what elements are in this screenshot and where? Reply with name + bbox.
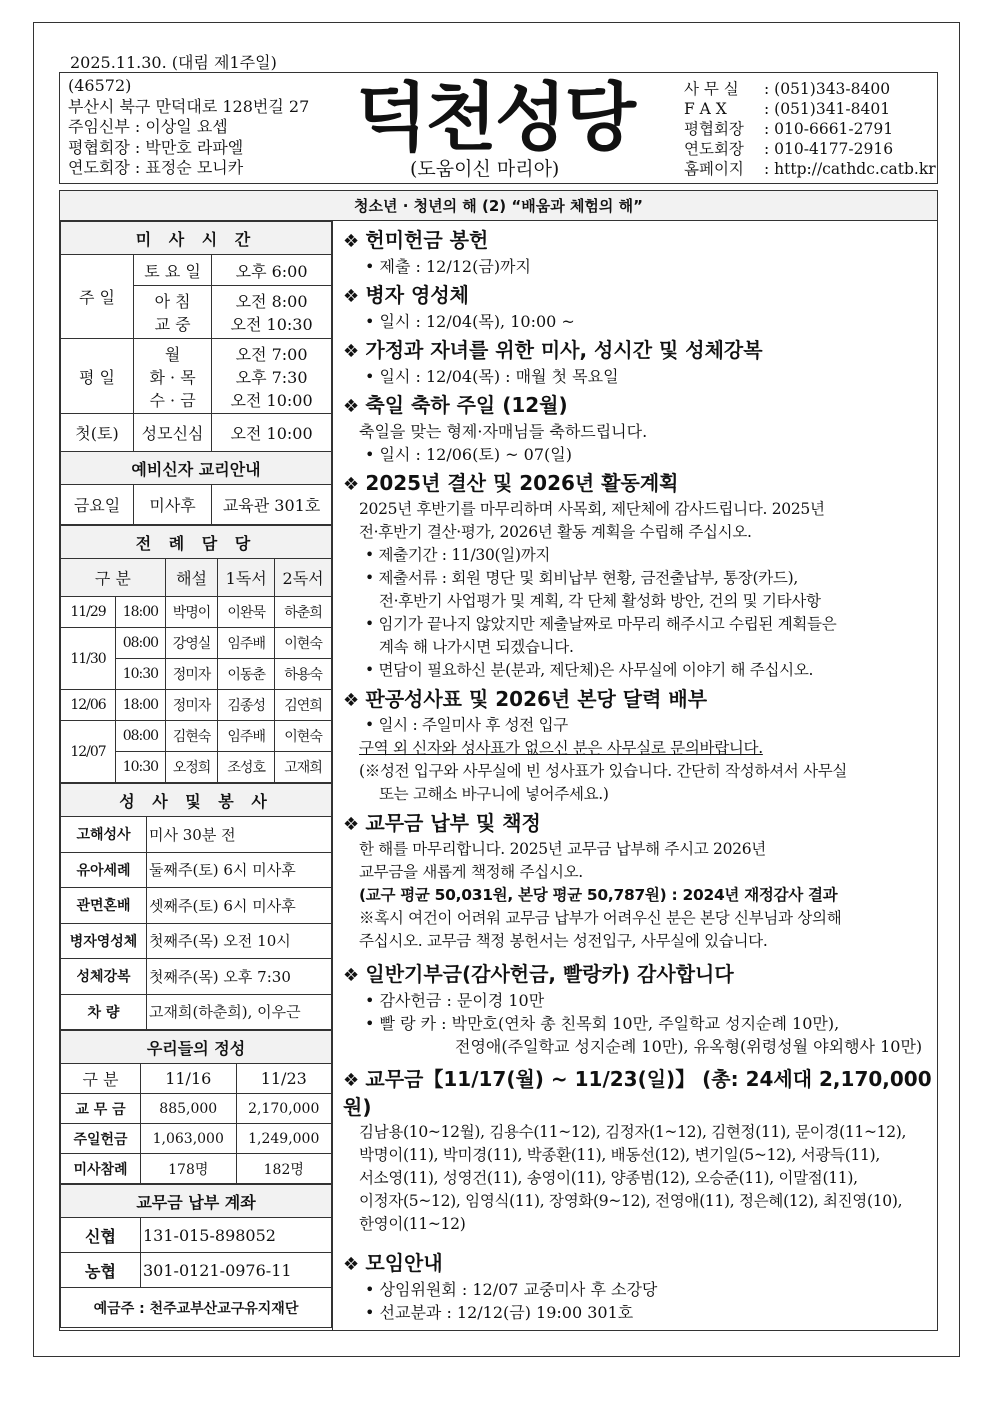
when: 미사후 <box>134 485 212 525</box>
cell: 2,170,000 <box>236 1094 332 1124</box>
date-cell: 11/29 <box>61 597 116 628</box>
cell: 정미자 <box>165 690 218 721</box>
announcement-line: • 임기가 끝나지 않았지만 제출날짜로 마무리 해주시고 수립된 계획들은 <box>343 613 937 636</box>
announcement-section <box>343 1066 937 1236</box>
section-title: ❖ 병자 영성체 <box>343 282 937 310</box>
announcement-line: 축일을 맞는 형제·자매님들 축하드립니다. <box>359 422 648 441</box>
cell: 08:00 <box>116 721 166 752</box>
section-title: ❖ 일반기부금(감사헌금, 빨랑카) 감사합니다 <box>343 961 937 989</box>
cell: 주일헌금 <box>61 1124 141 1154</box>
cell: 08:00 <box>116 628 166 659</box>
announcement-line: 전영애(주일학교 성지순례 10만), 유옥형(위령성월 야외행사 10만) <box>455 1037 923 1056</box>
mass-schedule <box>60 221 332 525</box>
announcement-section <box>343 227 937 278</box>
header-row <box>61 1064 332 1094</box>
contact-label: 홈페이지 <box>684 160 744 178</box>
service-time: 첫째주(목) 오후 7:30 <box>147 959 332 995</box>
announcement-line: 또는 고해소 바구니에 넣어주세요.) <box>379 785 609 803</box>
cell: 10:30 <box>116 752 166 783</box>
announcement-line: 김남용(10~12월), 김용수(11~12), 김정자(1~12), 김현정(11), 문이경(11~12), <box>359 1123 907 1141</box>
column-header: 구 분 <box>61 1064 141 1094</box>
left-column <box>59 221 333 1331</box>
announcement-line: 박명이(11), 박미경(11), 박종환(11), 배동선(12), 변기일(5~12), 서광득(11), <box>359 1146 880 1164</box>
announcement-line: • 제출 : 12/12(금)까지 <box>343 255 937 278</box>
announcement-section <box>343 1250 937 1324</box>
table-row <box>61 1154 332 1184</box>
cell: 1,249,000 <box>236 1124 332 1154</box>
cell: 교 무 금 <box>61 1094 141 1124</box>
table-row <box>61 817 332 853</box>
time: 오전 7:00 오후 7:30 오전 10:00 <box>212 339 332 414</box>
time: 오후 6:00 <box>212 255 332 286</box>
time: 오전 10:00 <box>212 414 332 452</box>
announcement-line: 한 해를 마무리합니다. 2025년 교무금 납부해 주시고 2026년 <box>359 840 766 858</box>
section-title: ❖ 교무금 납부 및 책정 <box>343 810 937 838</box>
contact-value: : 010-4177-2916 <box>764 140 894 158</box>
date-cell: 11/30 <box>61 628 116 690</box>
catechism-title: 예비신자 교리안내 <box>61 452 332 485</box>
header <box>59 72 938 184</box>
cell: 미사참례 <box>61 1154 141 1184</box>
service-time: 고재희(하춘희), 이우근 <box>147 994 332 1030</box>
contact-row <box>684 119 936 139</box>
cell: 이동춘 <box>218 659 275 690</box>
cell: 885,000 <box>141 1094 237 1124</box>
cell: 이완묵 <box>218 597 275 628</box>
table-row <box>61 721 332 752</box>
account-row <box>61 1218 332 1253</box>
theme-banner: 청소년 · 청년의 해 (2) “배움과 체험의 해” <box>59 190 938 221</box>
column-header: 구 분 <box>61 559 166 597</box>
section-title: ❖ 헌미헌금 봉헌 <box>343 227 937 255</box>
service-time: 미사 30분 전 <box>147 817 332 853</box>
yeondo-president: 연도회장 : 표정순 모니카 <box>68 158 244 177</box>
contact-value: : 010-6661-2791 <box>764 120 894 138</box>
accounts-table <box>60 1184 332 1328</box>
contact-value: : http://cathdc.catb.kr <box>764 160 936 178</box>
cell: 임주배 <box>218 721 275 752</box>
mass-title: 미 사 시 간 <box>61 222 332 255</box>
announcement-line: • 면담이 필요하신 분(분과, 제단체)은 사무실에 이야기 해 주십시오. <box>343 659 937 682</box>
announcement-section <box>343 282 937 333</box>
service-time: 첫째주(목) 오전 10시 <box>147 923 332 959</box>
announcement-line: • 일시 : 주일미사 후 성전 입구 <box>343 714 937 737</box>
date-cell: 12/07 <box>61 721 116 783</box>
service-name: 병자영성체 <box>61 923 147 959</box>
contact-value: : (051)343-8400 <box>764 80 891 98</box>
account-holder: 예금주 : 천주교부산교구유지재단 <box>61 1288 332 1328</box>
announcement-line: ※혹시 여건이 어려워 교무금 납부가 어려우신 분은 본당 신부님과 상의해 <box>359 909 842 927</box>
announcement-line: (교구 평균 50,031원, 본당 평균 50,787원) : 2024년 재정감사 결과 <box>359 886 838 904</box>
announcement-section <box>343 961 937 1058</box>
service-name: 관면혼배 <box>61 888 147 924</box>
section-title: ❖ 판공성사표 및 2026년 본당 달력 배부 <box>343 686 937 714</box>
section-title: ❖ 2025년 결산 및 2026년 활동계획 <box>343 470 937 498</box>
cell: 178명 <box>141 1154 237 1184</box>
label: 토 요 일 <box>134 255 212 286</box>
announcement-line: 한영이(11~12) <box>359 1215 466 1233</box>
sunday-label: 주 일 <box>61 255 134 339</box>
cell: 182명 <box>236 1154 332 1184</box>
holder-row <box>61 1288 332 1328</box>
announcement-line: 주십시오. 교무금 책정 봉헌서는 성전입구, 사무실에 있습니다. <box>359 932 768 950</box>
cell: 정미자 <box>165 659 218 690</box>
address: 부산시 북구 만덕대로 128번길 27 <box>68 96 310 116</box>
cell: 18:00 <box>116 597 166 628</box>
contact-value: : (051)341-8401 <box>764 100 891 118</box>
column-header: 2독서 <box>275 559 332 597</box>
sacraments-table <box>60 783 332 1030</box>
column-header: 1독서 <box>218 559 275 597</box>
announcement-line: • 선교분과 : 12/12(금) 19:00 301호 <box>343 1301 937 1324</box>
sacraments-title: 성 사 및 봉 사 <box>61 784 332 817</box>
cell: 강영실 <box>165 628 218 659</box>
cell: 김연희 <box>275 690 332 721</box>
section-title: ❖ 축일 축하 주일 (12월) <box>343 392 937 420</box>
announcement-line: • 빨 랑 카 : 박만호(연차 총 친목회 10만, 주일학교 성지순례 10만), <box>343 1012 937 1035</box>
contact-row <box>684 159 936 179</box>
account-row <box>61 1253 332 1288</box>
cell: 18:00 <box>116 690 166 721</box>
label: 월 화 · 목 수 · 금 <box>134 339 212 414</box>
cell: 김종성 <box>218 690 275 721</box>
table-row <box>61 597 332 628</box>
column-header: 해설 <box>165 559 218 597</box>
table-row <box>61 690 332 721</box>
service-name: 차 량 <box>61 994 147 1030</box>
where: 교육관 301호 <box>212 485 332 525</box>
cell: 1,063,000 <box>141 1124 237 1154</box>
church-name: 덕천성당 <box>356 75 634 161</box>
cell: 임주배 <box>218 628 275 659</box>
cell: 하용숙 <box>275 659 332 690</box>
announcement-section <box>343 470 937 682</box>
section-title: ❖ 모임안내 <box>343 1250 937 1278</box>
service-time: 둘째주(토) 6시 미사후 <box>147 852 332 888</box>
announcement-line: • 제출기간 : 11/30(일)까지 <box>343 544 937 567</box>
service-name: 성체강복 <box>61 959 147 995</box>
section-title: ❖ 가정과 자녀를 위한 미사, 성시간 및 성체강복 <box>343 337 937 365</box>
announcement-line: 전·후반기 결산·평가, 2026년 활동 계획을 수립해 주십시오. <box>359 523 752 541</box>
announcement-line: • 제출서류 : 회원 명단 및 회비납부 현황, 금전출납부, 통장(카드), <box>343 567 937 590</box>
contacts <box>684 79 936 179</box>
header-left <box>68 76 309 179</box>
announcement-line: 구역 외 신자와 성사표가 없으신 분은 사무실로 문의바랍니다. <box>359 739 763 757</box>
announcement-line: (※성전 입구와 사무실에 빈 성사표가 있습니다. 간단히 작성하셔서 사무실 <box>359 762 848 780</box>
label: 아 침 교 중 <box>134 286 212 339</box>
announcement-line: • 일시 : 12/04(목), 10:00 ~ <box>343 310 937 333</box>
table-row <box>61 1124 332 1154</box>
cell: 하춘희 <box>275 597 332 628</box>
announcement-section <box>343 337 937 388</box>
offerings-table <box>60 1030 332 1184</box>
announcement-line: 2025년 후반기를 마무리하며 사목회, 제단체에 감사드립니다. 2025년 <box>359 500 825 518</box>
table-row <box>61 959 332 995</box>
column-header: 11/16 <box>141 1064 237 1094</box>
announcement-line: • 상임위원회 : 12/07 교중미사 후 소강당 <box>343 1278 937 1301</box>
service-name: 유아세례 <box>61 852 147 888</box>
table-row <box>61 1094 332 1124</box>
account-number: 301-0121-0976-11 <box>141 1253 332 1288</box>
contact-row <box>684 79 936 99</box>
announcement-line: 교무금을 새롭게 책정해 주십시오. <box>359 863 583 881</box>
day: 금요일 <box>61 485 134 525</box>
service-time: 셋째주(토) 6시 미사후 <box>147 888 332 924</box>
announcements <box>333 221 938 1331</box>
cell: 이현숙 <box>275 628 332 659</box>
liturgy-title: 전 례 담 당 <box>61 526 332 559</box>
contact-row <box>684 99 936 119</box>
cell: 고재희 <box>275 752 332 783</box>
contact-row <box>684 139 936 159</box>
bank-name: 신협 <box>61 1218 141 1253</box>
table-row <box>61 923 332 959</box>
announcement-line: 서소영(11), 성영건(11), 송영이(11), 양종범(12), 오승준(11), 이말점(11), <box>359 1169 858 1187</box>
announcement-line: 계속 해 나가시면 되겠습니다. <box>379 638 574 656</box>
announcement-line: • 일시 : 12/04(목) : 매월 첫 목요일 <box>343 365 937 388</box>
liturgy-table <box>60 525 332 783</box>
announcement-line: • 감사헌금 : 문이경 10만 <box>343 989 937 1012</box>
announcement-line: 전·후반기 사업평가 및 계획, 각 단체 활성화 방안, 건의 및 기타사항 <box>379 592 821 610</box>
cell: 박명이 <box>165 597 218 628</box>
announcement-line: 이정자(5~12), 임영식(11), 장영화(9~12), 전영애(11), 정은혜(12), 최진영(10), <box>359 1192 903 1210</box>
label: 성모신심 <box>134 414 212 452</box>
table-row <box>61 994 332 1030</box>
council-president: 평협회장 : 박만호 라파엘 <box>68 137 244 157</box>
announcement-section <box>343 686 937 806</box>
cell: 오정희 <box>165 752 218 783</box>
first-sat-label: 첫(토) <box>61 414 134 452</box>
bulletin-date: 2025.11.30. (대림 제1주일) <box>70 53 277 72</box>
contact-label: 평협회장 <box>684 120 744 138</box>
account-number: 131-015-898052 <box>141 1218 332 1253</box>
table-row <box>61 628 332 659</box>
column-header: 11/23 <box>236 1064 332 1094</box>
contact-label: 연도회장 <box>684 140 744 158</box>
table-row <box>61 852 332 888</box>
accounts-title: 교무금 납부 계좌 <box>61 1185 332 1218</box>
cell: 이현숙 <box>275 721 332 752</box>
date-cell: 12/06 <box>61 690 116 721</box>
contact-label: 사 무 실 <box>684 80 739 98</box>
pastor: 주임신부 : 이상일 요셉 <box>68 117 228 136</box>
announcement-line: • 일시 : 12/06(토) ~ 07(일) <box>343 443 937 466</box>
cell: 김현숙 <box>165 721 218 752</box>
offerings-title: 우리들의 정성 <box>61 1031 332 1064</box>
table-row <box>61 888 332 924</box>
announcement-section <box>343 810 937 953</box>
contact-label: F A X <box>684 100 727 118</box>
cell: 조성호 <box>218 752 275 783</box>
weekday-label: 평 일 <box>61 339 134 414</box>
announcement-section <box>343 392 937 466</box>
time: 오전 8:00 오전 10:30 <box>212 286 332 339</box>
section-title: ❖ 교무금【11/17(월) ~ 11/23(일)】 (총: 24세대 2,170,000원) <box>343 1066 937 1121</box>
postal-code: (46572) <box>68 76 132 95</box>
patron: (도움이신 마리아) <box>410 158 560 180</box>
service-name: 고해성사 <box>61 817 147 853</box>
cell: 10:30 <box>116 659 166 690</box>
bank-name: 농협 <box>61 1253 141 1288</box>
